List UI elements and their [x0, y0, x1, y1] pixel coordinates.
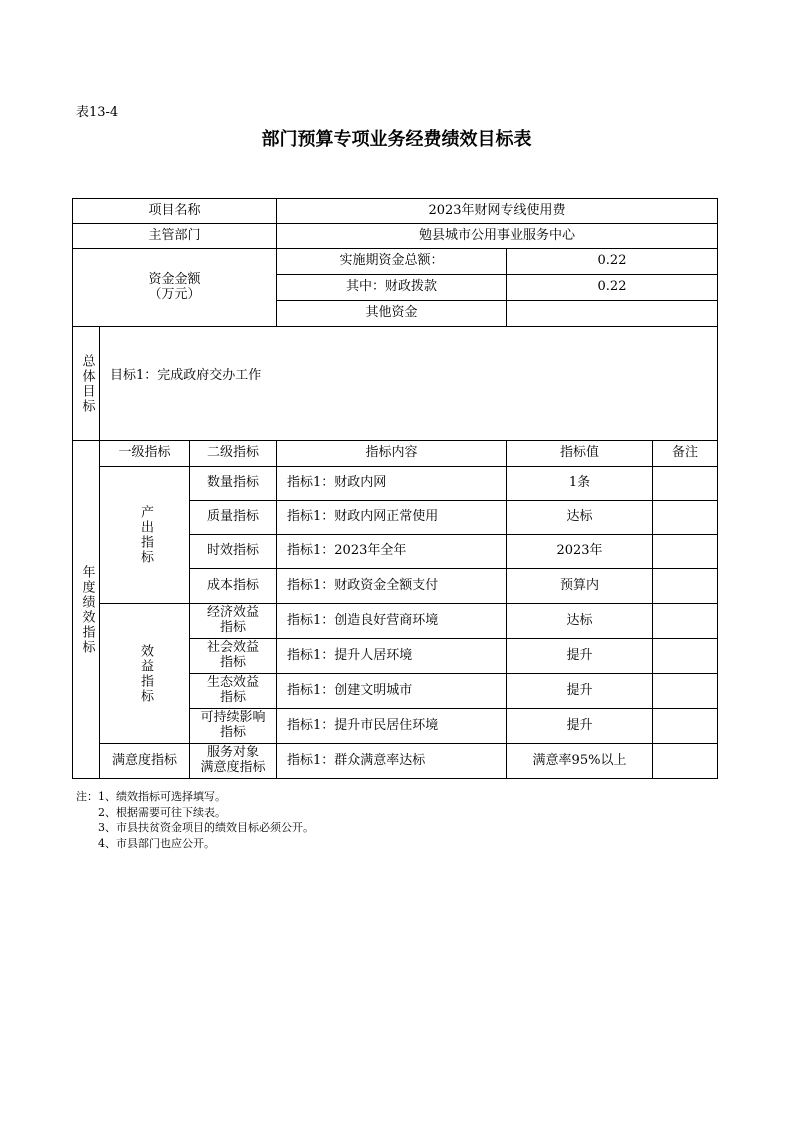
row-level2: 数量指标 — [190, 467, 277, 501]
footnote: 3、市县扶贫资金项目的绩效目标必须公开。 — [98, 821, 314, 834]
row-level2-line2: 指标 — [219, 690, 246, 705]
satisfaction-indicator-label: 满意度指标 — [100, 744, 190, 779]
funds-label-line1: 资金金额 — [148, 271, 201, 287]
table-row — [73, 467, 718, 501]
overall-goal-text: 目标1：完成政府交办工作 — [100, 327, 718, 441]
row-level2 — [190, 604, 277, 639]
row-content: 指标1：创建文明城市 — [277, 674, 507, 709]
row-value: 预算内 — [507, 569, 653, 604]
department-value: 勉县城市公用事业服务中心 — [277, 224, 718, 249]
row-content: 指标1：财政内网 — [277, 467, 507, 501]
row-content: 指标1：财政内网正常使用 — [277, 501, 507, 535]
benefit-indicator-cell — [100, 604, 190, 744]
row-level2 — [190, 639, 277, 674]
row-level2-line1: 经济效益 — [206, 605, 259, 621]
table-row — [73, 604, 718, 639]
indicator-header-row — [73, 441, 718, 467]
funds-total-value: 0.22 — [507, 249, 718, 275]
row-note — [653, 467, 718, 501]
output-indicator-label: 产出指标 — [137, 505, 153, 565]
row-value: 达标 — [507, 604, 653, 639]
row-value: 1条 — [507, 467, 653, 501]
overall-goal-label-cell — [73, 327, 100, 441]
footnote: 注：1、绩效指标可选择填写。 — [76, 790, 226, 803]
row-note — [653, 639, 718, 674]
annual-indicators-label-cell — [73, 441, 100, 779]
funds-other-value — [507, 301, 718, 327]
department-label: 主管部门 — [73, 224, 277, 249]
header-note: 备注 — [653, 441, 718, 467]
row-level2-line2: 指标 — [219, 655, 246, 670]
row-content: 指标1：财政资金全额支付 — [277, 569, 507, 604]
row-level2-line1: 社会效益 — [206, 640, 259, 656]
project-name-row — [73, 199, 718, 224]
row-level2: 质量指标 — [190, 501, 277, 535]
footnote: 2、根据需要可往下续表。 — [98, 805, 226, 819]
row-note — [653, 501, 718, 535]
funds-fiscal-label: 其中：财政拨款 — [277, 275, 507, 301]
annual-indicators-label: 年度绩效指标 — [79, 564, 95, 655]
row-value: 2023年 — [507, 535, 653, 569]
row-note — [653, 709, 718, 744]
performance-target-table — [72, 198, 718, 779]
header-content: 指标内容 — [277, 441, 507, 467]
funds-label-line2: （万元） — [148, 286, 201, 302]
row-content: 指标1：群众满意率达标 — [277, 744, 507, 779]
output-indicator-cell — [100, 467, 190, 604]
funds-fiscal-value: 0.22 — [507, 275, 718, 301]
row-level2-line2: 满意度指标 — [200, 760, 266, 775]
row-value: 满意率95%以上 — [507, 744, 653, 779]
benefit-indicator-label: 效益指标 — [137, 643, 153, 704]
row-level2 — [190, 709, 277, 744]
header-value: 指标值 — [507, 441, 653, 467]
row-level2-line1: 生态效益 — [206, 675, 259, 691]
funds-total-row — [73, 249, 718, 275]
header-level2: 二级指标 — [190, 441, 277, 467]
overall-goal-row — [73, 327, 718, 441]
row-note — [653, 535, 718, 569]
overall-goal-label: 总体目标 — [79, 353, 95, 414]
project-name-value: 2023年财网专线使用费 — [277, 199, 718, 224]
footnotes — [76, 789, 314, 851]
footnote: 4、市县部门也应公开。 — [98, 836, 215, 850]
funds-total-label: 实施期资金总额： — [277, 249, 507, 275]
row-content: 指标1：2023年全年 — [277, 535, 507, 569]
row-level2-line1: 可持续影响 — [200, 710, 266, 726]
row-note — [653, 674, 718, 709]
row-level2: 成本指标 — [190, 569, 277, 604]
row-level2 — [190, 744, 277, 779]
project-name-label: 项目名称 — [73, 199, 277, 224]
row-content: 指标1：创造良好营商环境 — [277, 604, 507, 639]
table-number: 表13-4 — [76, 105, 119, 120]
row-note — [653, 569, 718, 604]
row-note — [653, 744, 718, 779]
row-level2: 时效指标 — [190, 535, 277, 569]
row-note — [653, 604, 718, 639]
row-value: 提升 — [507, 639, 653, 674]
row-value: 提升 — [507, 674, 653, 709]
row-level2-line1: 服务对象 — [206, 745, 259, 761]
row-value: 提升 — [507, 709, 653, 744]
row-level2-line2: 指标 — [219, 620, 246, 635]
table-row — [73, 744, 718, 779]
row-level2 — [190, 674, 277, 709]
funds-other-label: 其他资金 — [277, 301, 507, 327]
row-content: 指标1：提升人居环境 — [277, 639, 507, 674]
department-row — [73, 224, 718, 249]
row-level2-line2: 指标 — [219, 725, 246, 740]
document-title: 部门预算专项业务经费绩效目标表 — [261, 129, 532, 150]
row-value: 达标 — [507, 501, 653, 535]
funds-label — [73, 249, 277, 327]
row-content: 指标1：提升市民居住环境 — [277, 709, 507, 744]
header-level1: 一级指标 — [100, 441, 190, 467]
